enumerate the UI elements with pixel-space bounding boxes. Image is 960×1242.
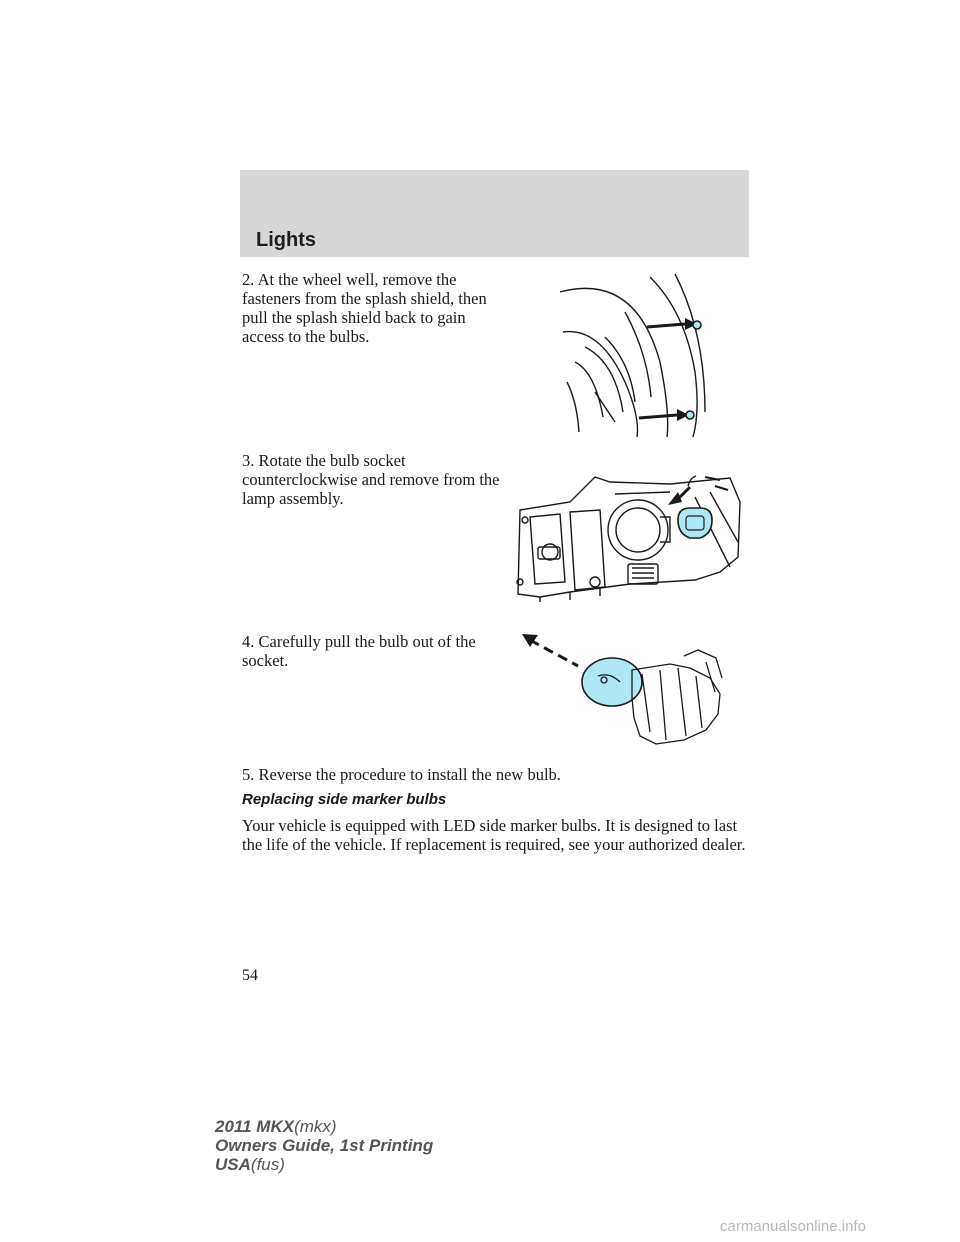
footer-region: USA — [215, 1155, 251, 1174]
footer-model: 2011 MKX — [215, 1117, 295, 1136]
page-number: 54 — [242, 967, 258, 984]
step-2-text: 2. At the wheel well, remove the fasteners from the splash shield, then pull the splash shield back to gain access to the bulbs. — [242, 270, 487, 346]
document-footer — [215, 1117, 433, 1174]
bulb-removal-illustration — [520, 632, 735, 750]
footer-line-model — [215, 1117, 433, 1136]
section-subheading: Replacing side marker bulbs — [242, 791, 447, 808]
headlamp-assembly-illustration — [510, 472, 750, 607]
section-body-text: Your vehicle is equipped with LED side marker bulbs. It is designed to last the life of the vehicle. If replacement is required, see your authorized dealer. — [242, 816, 746, 854]
footer-line-region — [215, 1155, 433, 1174]
section-title: Lights — [256, 229, 316, 251]
step-4-text: 4. Carefully pull the bulb out of the socket. — [242, 632, 476, 670]
step-3-text: 3. Rotate the bulb socket counterclockwise and remove from the lamp assembly. — [242, 451, 500, 508]
watermark-text: carmanualsonline.info — [720, 1218, 866, 1235]
footer-region-code: (fus) — [250, 1155, 285, 1174]
wheel-well-illustration — [555, 272, 725, 442]
step-5-text: 5. Reverse the procedure to install the new bulb. — [242, 765, 561, 784]
footer-line-guide — [215, 1136, 433, 1155]
footer-model-code: (mkx) — [294, 1117, 337, 1136]
footer-guide: Owners Guide, 1st Printing — [215, 1136, 434, 1155]
section-header-band — [240, 170, 749, 257]
